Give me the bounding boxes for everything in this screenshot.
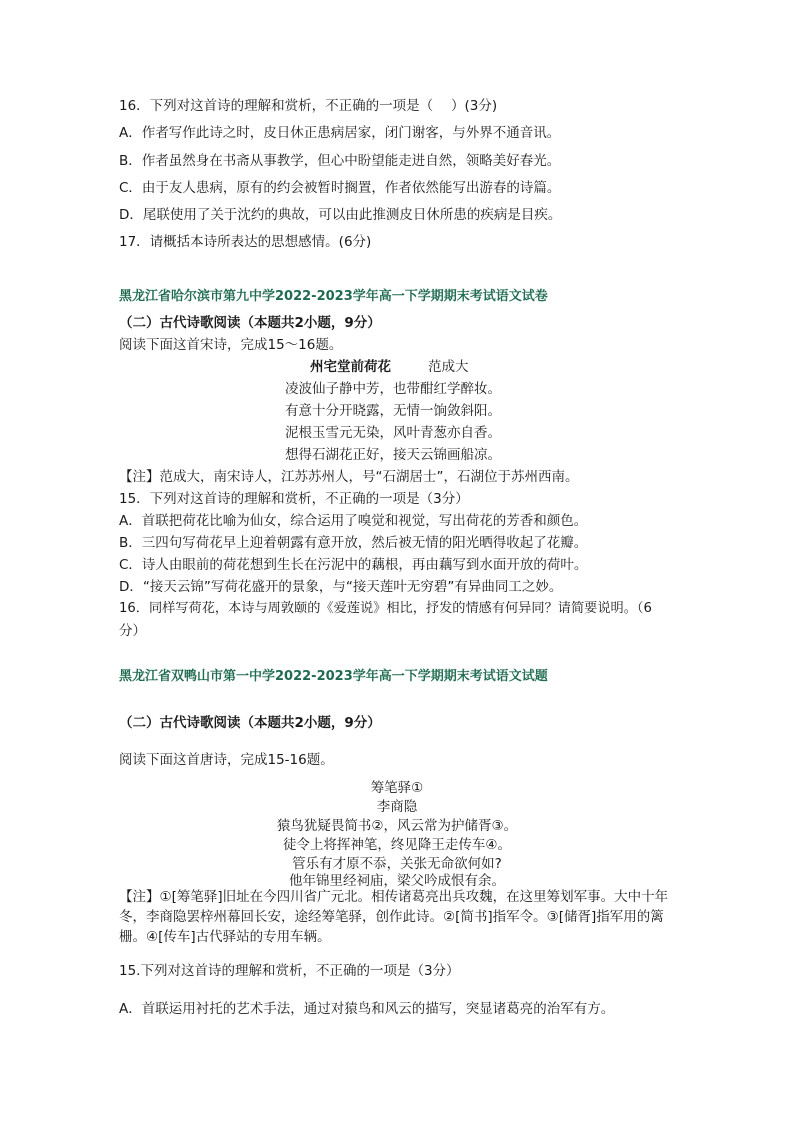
poem-line: 有意十分开晓露，无情一饷敛斜阳。 [285,403,501,419]
option-b: B．作者虽然身在书斋从事教学，但心中盼望能走进自然，领略美好春光。 [119,153,561,169]
option-a: A．作者写作此诗之时，皮日休正患病居家，闭门谢客，与外界不通音讯。 [119,125,561,141]
question-15: 15.下列对这首诗的理解和赏析，不正确的一项是（3分） [119,963,460,979]
option-d: D．“接天云锦”写荷花盛开的景象，与“接天莲叶无穷碧”有异曲同工之妙。 [119,579,563,595]
poem-note: 【注】范成大，南宋诗人，江苏苏州人，号“石湖居士”，石湖位于苏州西南。 [119,469,579,485]
section-heading: （二）古代诗歌阅读（本题共2小题，9分） [119,315,381,331]
poem-line: 猿鸟犹疑畏简书②，风云常为护储胥③。 [276,818,518,834]
poem-title: 州宅堂前荷花 [310,359,391,375]
poem-author: 范成大 [428,359,469,375]
question-16: 16．同样写荷花，本诗与周敦颐的《爱莲说》相比，抒发的情感有何异同？请简要说明。（6 [119,601,652,616]
option-c: C．由于友人患病，原有的约会被暂时搁置，作者依然能写出游春的诗篇。 [119,180,561,196]
source-heading: 黑龙江省哈尔滨市第九中学2022-2023学年高一下学期期末考试语文试卷 [119,289,548,304]
poem-line: 徒令上将挥神笔，终见降王走传车④。 [282,837,512,853]
poem-author: 李商隐 [376,799,418,815]
question-16-continued: 分） [119,623,146,639]
option-b: B．三四句写荷花早上迎着朝露有意开放，然后被无情的阳光晒得收起了花瓣。 [119,535,588,551]
section-heading: （二）古代诗歌阅读（本题共2小题，9分） [119,715,381,731]
option-c: C．诗人由眼前的荷花想到生长在污泥中的藕根，再由藕写到水面开放的荷叶。 [119,557,588,573]
poem-line: 凌波仙子静中芳，也带酣红学醉妆。 [285,381,501,397]
source-heading: 黑龙江省双鸭山市第一中学2022-2023学年高一下学期期末考试语文试题 [119,669,548,684]
poem-line: 想得石湖花正好，接天云锦画船凉。 [285,447,501,463]
option-d: D．尾联使用了关于沈约的典故，可以由此推测皮日休所患的疾病是目疾。 [119,207,562,223]
question-15: 15．下列对这首诗的理解和赏析，不正确的一项是（3分） [119,491,469,507]
poem-line: 泥根玉雪元无染，风叶青葱亦自香。 [285,425,501,441]
question-16: 16．下列对这首诗的理解和赏析，不正确的一项是（ ）(3分) [119,98,498,114]
option-a: A．首联把荷花比喻为仙女，综合运用了嗅觉和视觉，写出荷花的芳香和颜色。 [119,513,588,529]
option-a: A．首联运用衬托的艺术手法，通过对猿鸟和风云的描写，突显诸葛亮的治军有方。 [119,1001,615,1017]
poem-title: 筹笔驿① [370,780,424,796]
poem-line: 他年锦里经祠庙，梁父吟成恨有余。 [289,873,505,889]
reading-intro: 阅读下面这首宋诗，完成15～16题。 [119,337,343,353]
question-17: 17．请概括本诗所表达的思想感情。(6分) [119,234,372,250]
poem-line: 管乐有才原不忝，关张无命欲何如? [292,856,502,872]
reading-intro: 阅读下面这首唐诗，完成15-16题。 [119,752,334,768]
poem-note: 【注】①[筹笔驿]旧址在今四川省广元北。相传诸葛亮出兵攻魏，在这里筹划军事。大中十年冬，李商隐罢梓州幕回长安，途经筹笔驿，创作此诗。②[简书]指军令。③[储胥]指军用的篱栅。④[传车]古代驿站的专用车辆。 [119,889,669,945]
